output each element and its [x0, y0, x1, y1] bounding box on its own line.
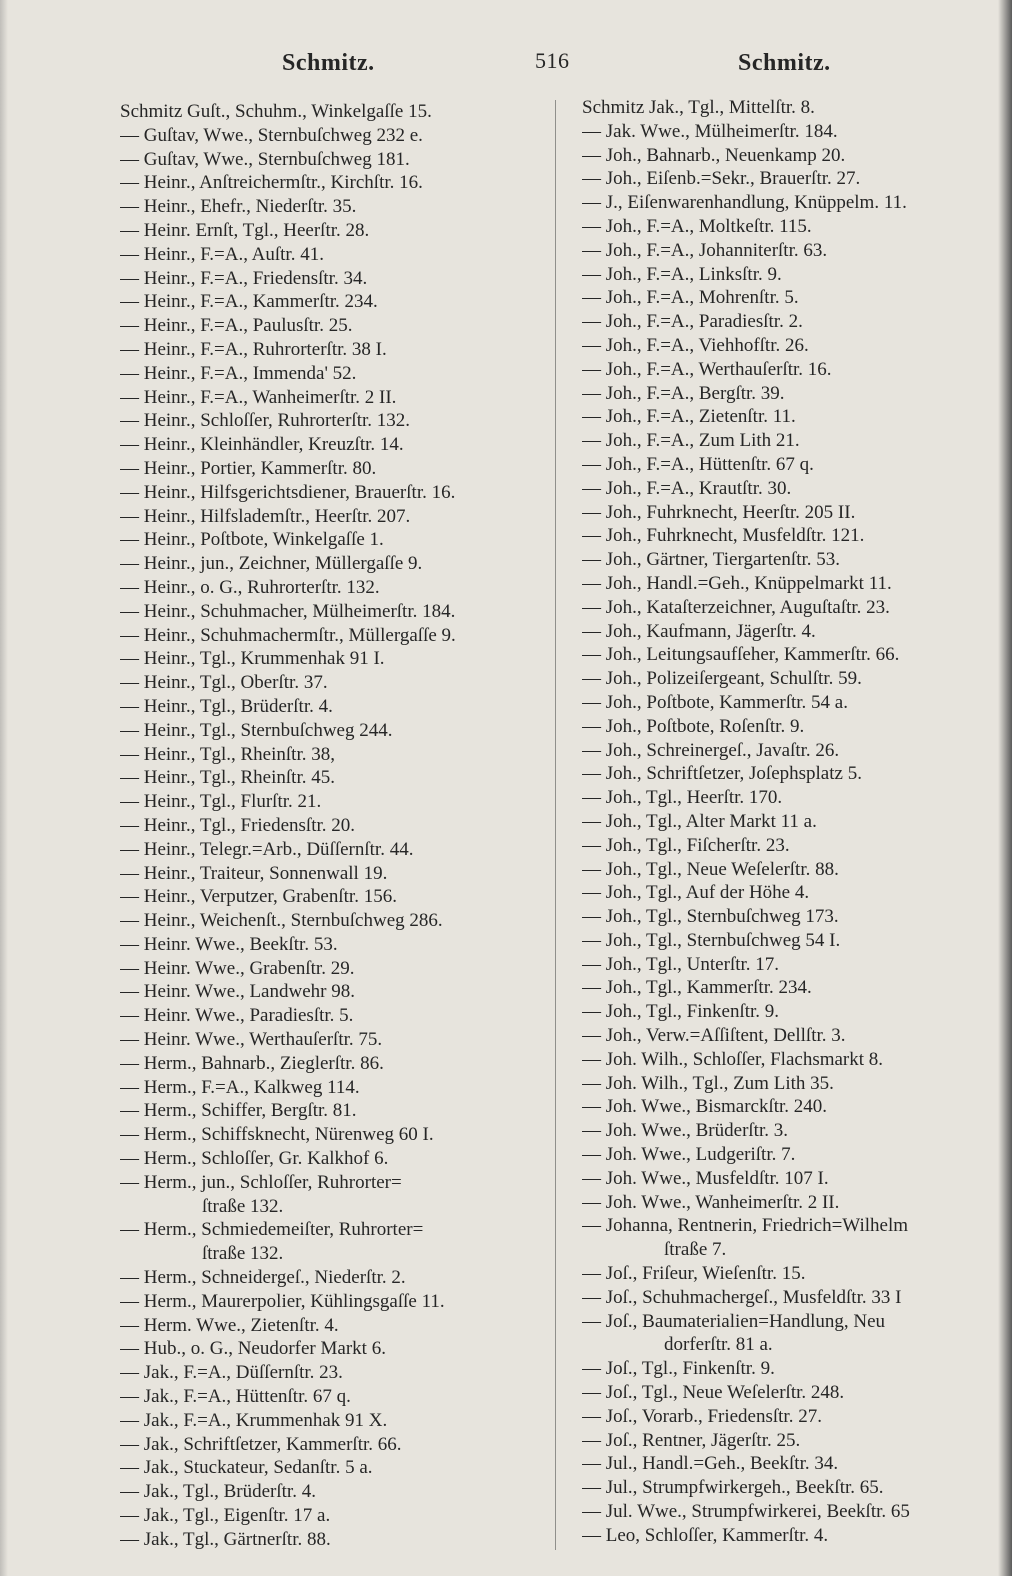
directory-entry: — Jak., Tgl., Gärtnerſtr. 88. [120, 1528, 331, 1550]
directory-entry: — Guſtav, Wwe., Sternbuſchweg 181. [120, 148, 410, 170]
directory-entry: — Heinr., F.=A., Ruhrorterſtr. 38 I. [120, 338, 387, 360]
directory-entry: — Herm., Schiffer, Bergſtr. 81. [120, 1100, 357, 1122]
directory-entry: — Joh., Polizeiſergeant, Schulſtr. 59. [582, 668, 862, 690]
directory-entry: — Jak., F.=A., Hüttenſtr. 67 q. [120, 1386, 351, 1408]
directory-entry: — Joh. Wilh., Schloſſer, Flachsmarkt 8. [582, 1048, 884, 1070]
directory-entry: — Joh., Tgl., Neue Weſelerſtr. 88. [582, 858, 839, 880]
directory-entry: — Heinr., F.=A., Immenda' 52. [120, 362, 357, 384]
directory-entry: — Joh., F.=A., Moltkeſtr. 115. [582, 215, 812, 237]
directory-entry: — Heinr. Wwe., Grabenſtr. 29. [120, 957, 355, 979]
directory-entry: — Joh., F.=A., Werthauſerſtr. 16. [582, 358, 832, 380]
directory-entry: — Herm., Bahnarb., Zieglerſtr. 86. [120, 1052, 384, 1074]
directory-entry: — Joh., Fuhrknecht, Heerſtr. 205 II. [582, 501, 856, 523]
directory-entry: — Joſ., Schuhmachergeſ., Musfeldſtr. 33 I [582, 1286, 902, 1308]
directory-entry: — Joh., Tgl., Unterſtr. 17. [582, 953, 780, 975]
directory-entry: — Heinr., Hilfsgerichtsdiener, Brauerſtr. 16. [120, 481, 456, 503]
directory-entry: — Joh., Leitungsaufſeher, Kammerſtr. 66. [582, 644, 900, 666]
directory-entry: — Heinr., Weichenſt., Sternbuſchweg 286. [120, 910, 443, 932]
directory-entry: — Joh., Tgl., Alter Markt 11 a. [582, 810, 817, 832]
directory-entry: — Heinr. Wwe., Paradiesſtr. 5. [120, 1005, 354, 1027]
directory-entry: — Jul. Wwe., Strumpfwirkerei, Beekſtr. 65 [582, 1501, 910, 1523]
directory-entry: — Guſtav, Wwe., Sternbuſchweg 232 e. [120, 124, 423, 146]
directory-entry: — Joh., Kaufmann, Jägerſtr. 4. [582, 620, 816, 642]
directory-entry: — Heinr., Anſtreichermſtr., Kirchſtr. 16. [120, 172, 423, 194]
running-head-left: Schmitz. [282, 50, 375, 76]
directory-entry: — Leo, Schloſſer, Kammerſtr. 4. [582, 1524, 829, 1546]
directory-entry: — Joſ., Vorarb., Friedensſtr. 27. [582, 1405, 822, 1427]
directory-entry: — Herm., Schneidergeſ., Niederſtr. 2. [120, 1267, 406, 1289]
directory-entry: — Heinr. Wwe., Werthauſerſtr. 75. [120, 1029, 383, 1051]
directory-entry: — Heinr., Hilfslademſtr., Heerſtr. 207. [120, 505, 411, 527]
directory-entry: — Joh., Tgl., Heerſtr. 170. [582, 787, 783, 809]
directory-entry: — Joh., F.=A., Bergſtr. 39. [582, 382, 785, 404]
directory-entry: — Herm., Schiffsknecht, Nürenweg 60 I. [120, 1124, 434, 1146]
directory-entry: — Jak., F.=A., Krummenhak 91 X. [120, 1409, 388, 1431]
directory-entry: — Heinr., Tgl., Brüderſtr. 4. [120, 695, 333, 717]
directory-entry: — Heinr., Tgl., Flurſtr. 21. [120, 791, 322, 813]
directory-entry: Schmitz Guſt., Schuhm., Winkelgaſſe 15. [120, 101, 432, 122]
directory-entry: — Herm., Schloſſer, Gr. Kalkhof 6. [120, 1148, 389, 1170]
directory-entry: — Joh. Wilh., Tgl., Zum Lith 35. [582, 1072, 834, 1094]
scan-edge-shadow-left [0, 0, 8, 1576]
directory-entry: — Joh. Wwe., Musfeldſtr. 107 I. [582, 1167, 829, 1189]
directory-entry: — Joh., Tgl., Sternbuſchweg 173. [582, 906, 839, 928]
directory-entry: — Heinr., Schloſſer, Ruhrorterſtr. 132. [120, 410, 411, 432]
directory-entry: — Joh., F.=A., Zietenſtr. 11. [582, 406, 796, 428]
directory-entry: Schmitz Jak., Tgl., Mittelſtr. 8. [582, 97, 815, 118]
directory-entry: — Heinr., Verputzer, Grabenſtr. 156. [120, 886, 397, 908]
directory-entry: — Joh., F.=A., Johanniterſtr. 63. [582, 239, 828, 261]
column-divider [555, 100, 556, 1550]
directory-entry: — Joh. Wwe., Bismarckſtr. 240. [582, 1096, 828, 1118]
directory-entry: — Herm., F.=A., Kalkweg 114. [120, 1076, 360, 1098]
directory-entry: — Joh., F.=A., Zum Lith 21. [582, 430, 800, 452]
directory-entry: — Joh., Schreinergeſ., Javaſtr. 26. [582, 739, 840, 761]
directory-entry: — Johanna, Rentnerin, Friedrich=Wilhelm [582, 1215, 909, 1237]
directory-entry: — Jak., Stuckateur, Sedanſtr. 5 a. [120, 1457, 373, 1479]
directory-entry: — Joh., F.=A., Mohrenſtr. 5. [582, 287, 799, 309]
directory-entry: — Heinr., Tgl., Krummenhak 91 I. [120, 648, 385, 670]
directory-entry: — Heinr., F.=A., Auſtr. 41. [120, 243, 324, 265]
directory-entry: — Jak., Tgl., Brüderſtr. 4. [120, 1481, 316, 1503]
directory-entry: — Joh., Tgl., Fiſcherſtr. 23. [582, 834, 790, 856]
directory-entry: — Jak., Schriftſetzer, Kammerſtr. 66. [120, 1433, 402, 1455]
directory-entry: — Joh., Kataſterzeichner, Auguſtaſtr. 23. [582, 596, 890, 618]
directory-entry: — Heinr., Schuhmacher, Mülheimerſtr. 184. [120, 600, 456, 622]
directory-entry: — Joh., Tgl., Kammerſtr. 234. [582, 977, 812, 999]
directory-entry: — Heinr. Ernſt, Tgl., Heerſtr. 28. [120, 219, 370, 241]
directory-entry: — Heinr., F.=A., Friedensſtr. 34. [120, 267, 368, 289]
directory-entry: — Heinr., Tgl., Oberſtr. 37. [120, 672, 328, 694]
left-column [120, 100, 548, 1560]
directory-entry: — Joh., Poſtbote, Kammerſtr. 54 a. [582, 691, 848, 713]
directory-entry: — Heinr., Ehefr., Niederſtr. 35. [120, 196, 357, 218]
directory-entry: — Heinr., o. G., Ruhrorterſtr. 132. [120, 576, 380, 598]
directory-entry: — Joh., Tgl., Auf der Höhe 4. [582, 882, 810, 904]
directory-entry-continuation: dorferſtr. 81 a. [664, 1334, 773, 1356]
directory-entry: — Heinr., Tgl., Sternbuſchweg 244. [120, 719, 393, 741]
directory-entry: — Joh. Wwe., Ludgeriſtr. 7. [582, 1144, 796, 1166]
directory-entry: — Jul., Handl.=Geh., Beekſtr. 34. [582, 1453, 839, 1475]
directory-entry: — Heinr., Poſtbote, Winkelgaſſe 1. [120, 529, 384, 551]
scan-edge-shadow-right [998, 0, 1012, 1576]
directory-entry: — Joſ., Rentner, Jägerſtr. 25. [582, 1429, 801, 1451]
directory-entry: — Heinr. Wwe., Landwehr 98. [120, 981, 355, 1003]
directory-entry: — Joh., Fuhrknecht, Musfeldſtr. 121. [582, 525, 865, 547]
directory-entry: — Heinr., Tgl., Friedensſtr. 20. [120, 814, 356, 836]
directory-entry: — Heinr., Tgl., Rheinſtr. 38, [120, 743, 335, 765]
directory-entry-continuation: ſtraße 7. [664, 1239, 727, 1261]
directory-entry: — Joh., Gärtner, Tiergartenſtr. 53. [582, 549, 841, 571]
directory-entry: — Herm. Wwe., Zietenſtr. 4. [120, 1314, 339, 1336]
directory-entry: — Heinr., Kleinhändler, Kreuzſtr. 14. [120, 434, 404, 456]
running-head-right: Schmitz. [738, 50, 831, 76]
directory-entry: — Joſ., Friſeur, Wieſenſtr. 15. [582, 1263, 806, 1285]
directory-entry: — Hub., o. G., Neudorfer Markt 6. [120, 1338, 386, 1360]
directory-entry: — Joh., Verw.=Aſſiſtent, Dellſtr. 3. [582, 1025, 846, 1047]
directory-entry: — Joſ., Baumaterialien=Handlung, Neu [582, 1310, 886, 1332]
directory-entry: — Heinr., Telegr.=Arb., Düſſernſtr. 44. [120, 838, 414, 860]
directory-entry: — Herm., Schmiedemeiſter, Ruhrorter= [120, 1219, 424, 1241]
directory-entry: — Joh. Wwe., Wanheimerſtr. 2 II. [582, 1191, 840, 1213]
directory-entry: — Joh., Eiſenb.=Sekr., Brauerſtr. 27. [582, 168, 861, 190]
page-number: 516 [535, 48, 570, 73]
right-column [582, 96, 1002, 1560]
directory-entry: — J., Eiſenwarenhandlung, Knüppelm. 11. [582, 192, 907, 214]
directory-entry: — Jak., Tgl., Eigenſtr. 17 a. [120, 1505, 331, 1527]
directory-entry: — Joſ., Tgl., Neue Weſelerſtr. 248. [582, 1382, 845, 1404]
directory-entry: — Heinr., F.=A., Paulusſtr. 25. [120, 315, 353, 337]
directory-entry: — Joh., Tgl., Finkenſtr. 9. [582, 1001, 780, 1023]
directory-entry: — Heinr., Schuhmachermſtr., Müllergaſſe 9. [120, 624, 456, 646]
directory-entry: — Joh., F.=A., Viehhofſtr. 26. [582, 334, 809, 356]
directory-entry: — Joh., F.=A., Krautſtr. 30. [582, 477, 792, 499]
directory-entry: — Joh., Schriftſetzer, Joſephsplatz 5. [582, 763, 862, 785]
directory-entry: — Joh., Bahnarb., Neuenkamp 20. [582, 144, 846, 166]
directory-entry: — Joh., F.=A., Paradiesſtr. 2. [582, 311, 803, 333]
directory-entry: — Heinr., Portier, Kammerſtr. 80. [120, 457, 377, 479]
directory-entry: — Heinr., Tgl., Rheinſtr. 45. [120, 767, 335, 789]
directory-entry: — Joh., Handl.=Geh., Knüppelmarkt 11. [582, 572, 892, 594]
directory-entry: — Heinr. Wwe., Beekſtr. 53. [120, 933, 338, 955]
directory-entry: — Heinr., Traiteur, Sonnenwall 19. [120, 862, 388, 884]
directory-entry: — Joh., Tgl., Sternbuſchweg 54 I. [582, 929, 841, 951]
directory-entry-continuation: ſtraße 132. [202, 1243, 284, 1265]
directory-entry: — Heinr., F.=A., Wanheimerſtr. 2 II. [120, 386, 397, 408]
directory-entry: — Heinr., jun., Zeichner, Müllergaſſe 9. [120, 553, 423, 575]
directory-entry: — Herm., Maurerpolier, Kühlingsgaſſe 11. [120, 1290, 445, 1312]
directory-entry: — Joh., F.=A., Hüttenſtr. 67 q. [582, 453, 814, 475]
directory-entry: — Jak., F.=A., Düſſernſtr. 23. [120, 1362, 343, 1384]
directory-entry: — Joh. Wwe., Brüderſtr. 3. [582, 1120, 788, 1142]
directory-entry: — Jak. Wwe., Mülheimerſtr. 184. [582, 120, 838, 142]
directory-entry: — Joh., Poſtbote, Roſenſtr. 9. [582, 715, 805, 737]
directory-entry: — Herm., jun., Schloſſer, Ruhrorter= [120, 1171, 402, 1193]
directory-entry: — Jul., Strumpfwirkergeh., Beekſtr. 65. [582, 1477, 884, 1499]
directory-entry: — Joh., F.=A., Linksſtr. 9. [582, 263, 782, 285]
directory-entry: — Heinr., F.=A., Kammerſtr. 234. [120, 291, 378, 313]
directory-entry-continuation: ſtraße 132. [202, 1195, 284, 1217]
directory-entry: — Joſ., Tgl., Finkenſtr. 9. [582, 1358, 775, 1380]
